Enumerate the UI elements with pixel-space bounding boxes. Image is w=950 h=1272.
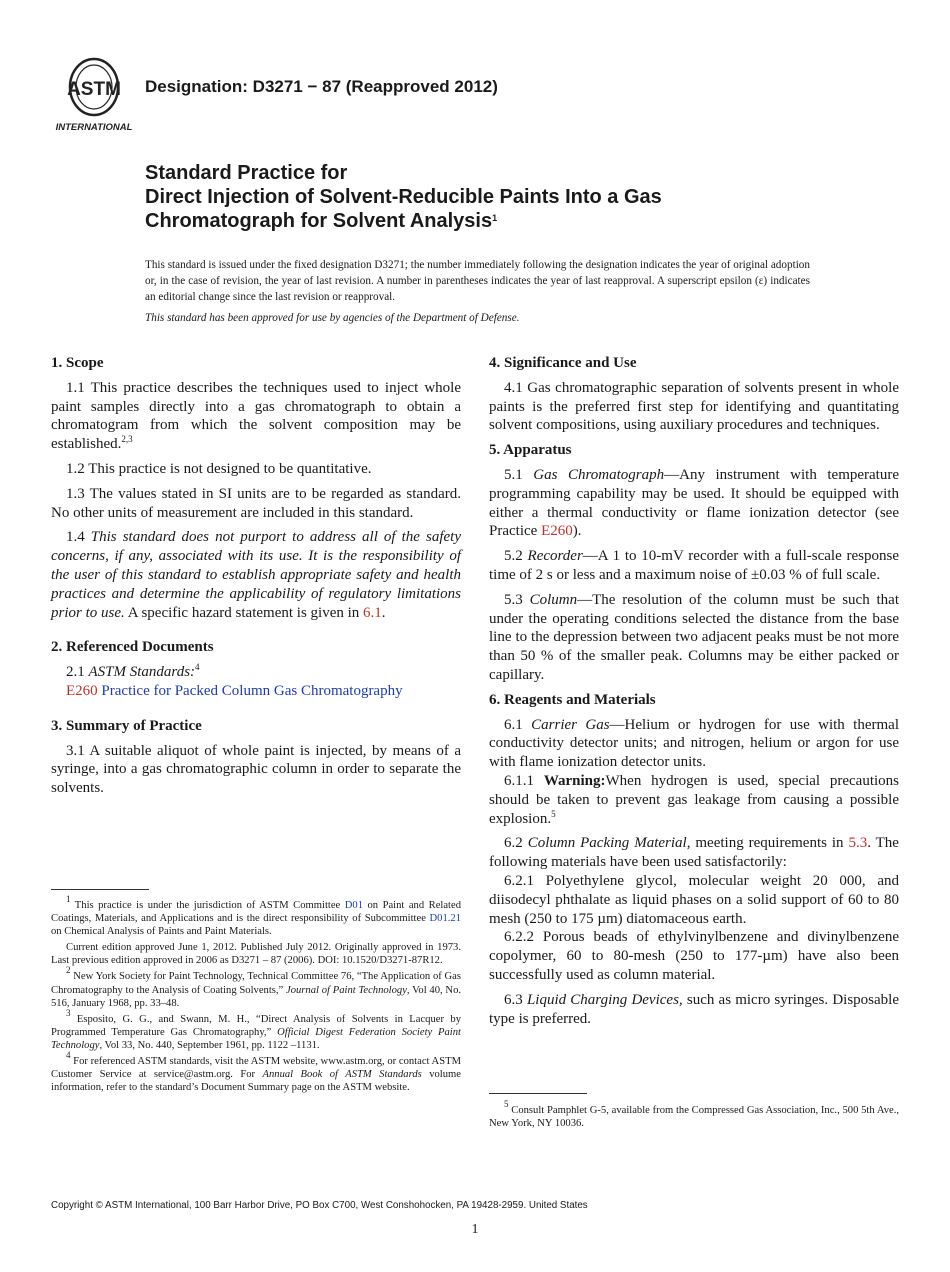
warning-label: Warning: — [543, 772, 606, 789]
para-1-1-text: 1.1 This practice describes the techniques used to inject whole paint samples directly into a gas chromatograph to obtain a chromatogram from which the solvent composition may be established. — [51, 379, 461, 453]
para-1-4-num: 1.4 — [66, 529, 91, 546]
footnote-2-italic: Journal of Paint Technology — [286, 984, 407, 996]
right-column — [489, 354, 899, 1034]
footnote-3-num: 3 — [66, 1007, 71, 1018]
para-5-1 — [489, 466, 899, 541]
para-5-2-text: —A 1 to 10-mV recorder with a full-scale response time of 2 s or less and a maximum noise of ±0.03 % of full scale. — [489, 548, 900, 583]
link-d01-21[interactable]: D01.21 — [429, 913, 461, 925]
footnote-3-italic: Official Digest Federation Society Paint Technology — [51, 1026, 461, 1051]
footnote-4-num: 4 — [66, 1050, 71, 1061]
para-6-2-num: 6.2 — [504, 835, 528, 852]
footnotes-left — [51, 894, 462, 1097]
para-1-1-ref: 2,3 — [121, 434, 133, 445]
footnote-divider-left — [51, 889, 149, 890]
astm-logo — [52, 57, 136, 135]
apparatus-heading: 5. Apparatus — [489, 442, 572, 459]
footnote-1-a: This practice is under the jurisdiction of ASTM Committee — [70, 900, 345, 911]
para-5-2 — [489, 547, 899, 585]
footnote-2-a: New York Society for Paint Technology, Technical Committee 76, “The Application of Gas Chromatography to the Analysis of Coating Solvents,” — [51, 971, 461, 996]
referenced-heading: 2. Referenced Documents — [51, 639, 214, 656]
footnotes-right — [489, 1099, 899, 1133]
logo-sub-text: INTERNATIONAL — [55, 122, 133, 133]
para-5-3 — [489, 591, 899, 685]
link-d01[interactable]: D01 — [344, 900, 363, 911]
para-6-3-num: 6.3 — [504, 991, 527, 1008]
intro-paragraph: This standard is issued under the fixed designation D3271; the number immediately following the designation indicates the year of original adoption or, in the case of revision, the year of last revision. A number in parentheses indicates the year of last reapproval. A superscript epsilon (ε) indicates an editorial change since the last revision or reapproval. — [145, 259, 810, 303]
left-column — [51, 354, 461, 804]
para-6-2 — [489, 834, 899, 872]
para-5-3-num: 5.3 — [504, 591, 530, 608]
footnote-2-num: 2 — [66, 965, 71, 976]
para-5-2-italic: Recorder — [527, 548, 583, 565]
para-1-1 — [51, 379, 461, 454]
reagents-heading: 6. Reagents and Materials — [489, 691, 656, 708]
para-1-3: 1.3 The values stated in SI units are to be regarded as standard. No other units of measurement are included in this standard. — [51, 485, 461, 521]
para-6-3-italic: Liquid Charging Devices, — [526, 991, 683, 1008]
footnote-4-a: For referenced ASTM standards, visit the ASTM website, www.astm.org, or contact ASTM Customer Service at service@astm.org. For — [51, 1056, 461, 1081]
para-5-1-text: —Any instrument with temperature programming capability may be used. It should be equipped with either a thermal conductivity or flame ionization detector (see Practice — [489, 466, 899, 540]
para-1-2: 1.2 This practice is not designed to be quantitative. — [66, 460, 372, 477]
para-5-1-italic: Gas Chromatograph — [533, 466, 665, 483]
para-6-1-1-ref: 5 — [551, 808, 556, 819]
link-5-3[interactable]: 5.3 — [848, 835, 868, 852]
para-4-1: 4.1 Gas chromatographic separation of solvents present in whole paints is the preferred first step for identifying and quantitating solvent compositions, using auxiliary procedures and techniques. — [489, 379, 899, 434]
summary-heading: 3. Summary of Practice — [51, 717, 202, 734]
para-6-1-text: —Helium or hydrogen for use with thermal conductivity detector units; and nitrogen, helium or argon for use with flame ionization detector units. — [489, 716, 899, 771]
dod-note: This standard has been approved for use by agencies of the Department of Defense. — [145, 312, 520, 324]
link-e260-inline[interactable]: E260 — [541, 523, 573, 540]
para-2-1-italic: ASTM Standards: — [88, 664, 196, 681]
para-6-1 — [489, 716, 899, 772]
para-5-3-text: —The resolution of the column must be such that under the operating conditions selected the distance from the base line to the depression between two adjacent peaks must be not more than 50 % of the smaller peak. Columns may be either packed or capillary. — [489, 591, 899, 683]
para-2-1-num: 2.1 — [66, 664, 89, 681]
link-e260-title[interactable]: Practice for Packed Column Gas Chromatography — [101, 682, 403, 699]
footnote-3 — [51, 1007, 461, 1052]
para-2-1 — [51, 663, 461, 682]
para-5-1-end: ). — [572, 523, 582, 540]
title-footnote-ref: 1 — [492, 213, 498, 223]
para-6-2-1: 6.2.1 Polyethylene glycol, molecular weight 20 000, and diisodecyl phthalate as liquid phases on a solid support of 60 to 80 mesh (250 to 175 µm) diatomaceous earth. — [489, 872, 899, 927]
footnote-2-b: , Vol 40, No. 516, January 1968, pp. 33–48. — [51, 984, 462, 1009]
para-1-4-italic: This standard does not purport to address all of the safety concerns, if any, associated with its use. It is the responsibility of the user of this standard to establish appropriate safety and health practices and determine the applicability of regulatory limitations prior to use. — [51, 529, 461, 621]
para-6-3-text: such as micro syringes. Disposable type is preferred. — [489, 991, 899, 1027]
para-6-2-end: . The following materials have been used satisfactorily: — [489, 835, 899, 871]
para-1-4-tail: A specific hazard statement is given in — [124, 604, 364, 621]
title-line-3-text: Chromatograph for Solvent Analysis — [145, 210, 493, 232]
footnote-4 — [51, 1050, 461, 1094]
para-5-1-num: 5.1 — [504, 466, 534, 483]
para-6-1-1-text: When hydrogen is used, special precautions should be taken to prevent gas leakage from causing a possible explosion. — [489, 772, 900, 827]
para-2-1-ref: 4 — [195, 662, 200, 673]
astm-logo-graphic — [52, 57, 136, 135]
footnote-1-c: on Chemical Analysis of Paints and Paint Materials. — [51, 926, 272, 938]
footnote-1 — [51, 894, 461, 938]
footnote-2 — [51, 965, 462, 1009]
title-line-3 — [145, 209, 497, 233]
para-6-2-text: meeting requirements in — [690, 835, 849, 852]
e260-reference — [51, 682, 461, 701]
para-3-1: 3.1 A suitable aliquot of whole paint is injected, by means of a syringe, into a gas chromatographic column in order to separate the solvents. — [51, 742, 461, 797]
significance-heading: 4. Significance and Use — [489, 355, 637, 371]
footnote-1-b: on Paint and Related Coatings, Materials, and Applications and is the direct responsibility of Subcommittee — [51, 900, 461, 925]
footnote-divider-right — [489, 1093, 587, 1094]
scope-heading: 1. Scope — [51, 355, 104, 371]
para-6-3 — [489, 991, 899, 1029]
para-5-2-num: 5.2 — [504, 548, 528, 565]
para-6-1-italic: Carrier Gas — [531, 716, 610, 733]
para-6-1-1-num: 6.1.1 — [504, 772, 544, 789]
para-6-1-1 — [489, 772, 899, 828]
link-e260-code[interactable]: E260 — [66, 682, 98, 699]
para-6-2-italic: Column Packing Material, — [527, 835, 691, 852]
footnote-3-a: Esposito, G. G., and Swann, M. H., “Direct Analysis of Solvents in Lacquer by Programmed Temperature Gas Chromatography,” — [51, 1013, 461, 1038]
para-1-4 — [51, 528, 461, 622]
page-number: 1 — [471, 1222, 479, 1237]
logo-mark-text: ASTM — [67, 79, 121, 100]
footnote-5 — [489, 1099, 899, 1130]
footnote-1-num: 1 — [66, 894, 71, 904]
footnote-5-text: Consult Pamphlet G-5, available from the Compressed Gas Association, Inc., 500 5th Ave., New York, NY 10036. — [489, 1105, 899, 1130]
footnote-4-b: volume information, refer to the standard’s Document Summary page on the ASTM website. — [51, 1069, 461, 1094]
para-5-3-italic: Column — [529, 591, 578, 608]
para-1-4-end: . — [381, 604, 386, 621]
footnote-4-italic: Annual Book of ASTM Standards — [262, 1069, 422, 1081]
para-6-1-num: 6.1 — [504, 716, 532, 733]
link-6-1[interactable]: 6.1 — [363, 604, 382, 621]
para-6-2-2: 6.2.2 Porous beads of ethylvinylbenzene and divinylbenzene copolymer, 60 to 80-mesh (250 to 177-µm) have also been successfully used as column material. — [489, 929, 899, 983]
footnote-3-b: , Vol 33, No. 440, September 1961, pp. 1122 –1131. — [99, 1039, 320, 1051]
designation: Designation: D3271 − 87 (Reapproved 2012) — [145, 77, 498, 96]
footnote-edition: Current edition approved June 1, 2012. Published July 2012. Originally approved in 1973. Last previous edition approved in 2006 as D3271 – 87 (2006). DOI: 10.1520/D3271-87R12. — [51, 942, 461, 967]
copyright: Copyright © ASTM International, 100 Barr Harbor Drive, PO Box C700, West Conshohocken, PA 19428-2959. United States — [51, 1200, 588, 1211]
title-line-2: Direct Injection of Solvent-Reducible Paints Into a Gas — [145, 186, 662, 208]
title-line-1: Standard Practice for — [145, 162, 348, 184]
footnote-5-num: 5 — [504, 1099, 509, 1109]
